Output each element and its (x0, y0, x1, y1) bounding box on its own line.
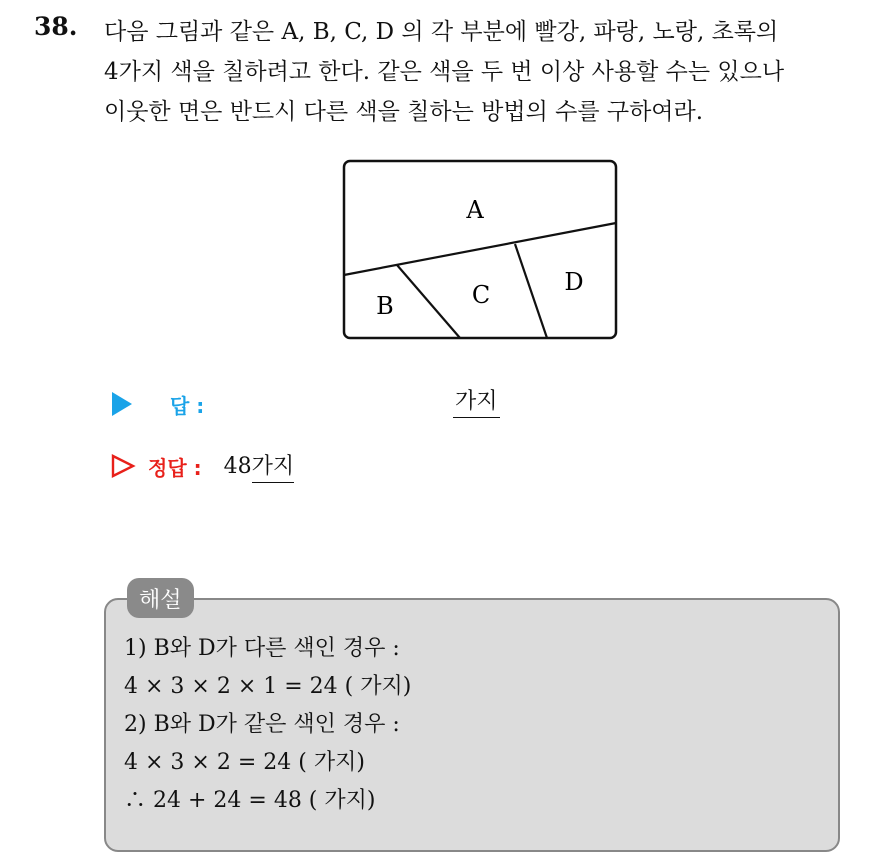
answer-unit: 가지 (453, 384, 500, 418)
question-line: 다음 그림과 같은 A, B, C, D 의 각 부분에 빨강, 파랑, 노랑, 초록의 (104, 19, 779, 45)
divider-bc (397, 265, 460, 338)
solution-tab: 해설 (127, 578, 194, 618)
question-line: 이웃한 면은 반드시 다른 색을 칠하는 방법의 수를 구하여라. (104, 99, 704, 125)
solution-line: 4 × 3 × 2 = 24 ( 가지) (124, 750, 365, 775)
solution-lines (124, 630, 411, 820)
solution-line: 2) B와 D가 같은 색인 경우 : (124, 712, 400, 737)
region-label-d: D (564, 268, 584, 296)
divider-cd (515, 244, 547, 338)
question-text (104, 12, 874, 132)
solution-line: 4 × 3 × 2 × 1 = 24 ( 가지) (124, 674, 412, 699)
answer-label: 답 : (170, 393, 205, 418)
region-label-c: C (471, 281, 491, 309)
correct-row (110, 448, 294, 484)
outline-triangle-icon (110, 453, 136, 479)
region-label-b: B (376, 292, 394, 320)
correct-label: 정답 : (148, 455, 202, 480)
solution-line: ∴ 24 + 24 = 48 ( 가지) (124, 788, 376, 813)
filled-triangle-icon (110, 390, 134, 418)
correct-value: 48 (223, 453, 252, 479)
answer-row (110, 386, 204, 422)
question-number: 38. (34, 12, 78, 41)
region-label-a: A (466, 196, 484, 224)
solution-line: 1) B와 D가 다른 색인 경우 : (124, 636, 400, 661)
correct-unit: 가지 (252, 449, 295, 483)
question-line: 4가지 색을 칠하려고 한다. 같은 색을 두 번 이상 사용할 수는 있으나 (104, 59, 785, 85)
region-figure (340, 158, 622, 342)
